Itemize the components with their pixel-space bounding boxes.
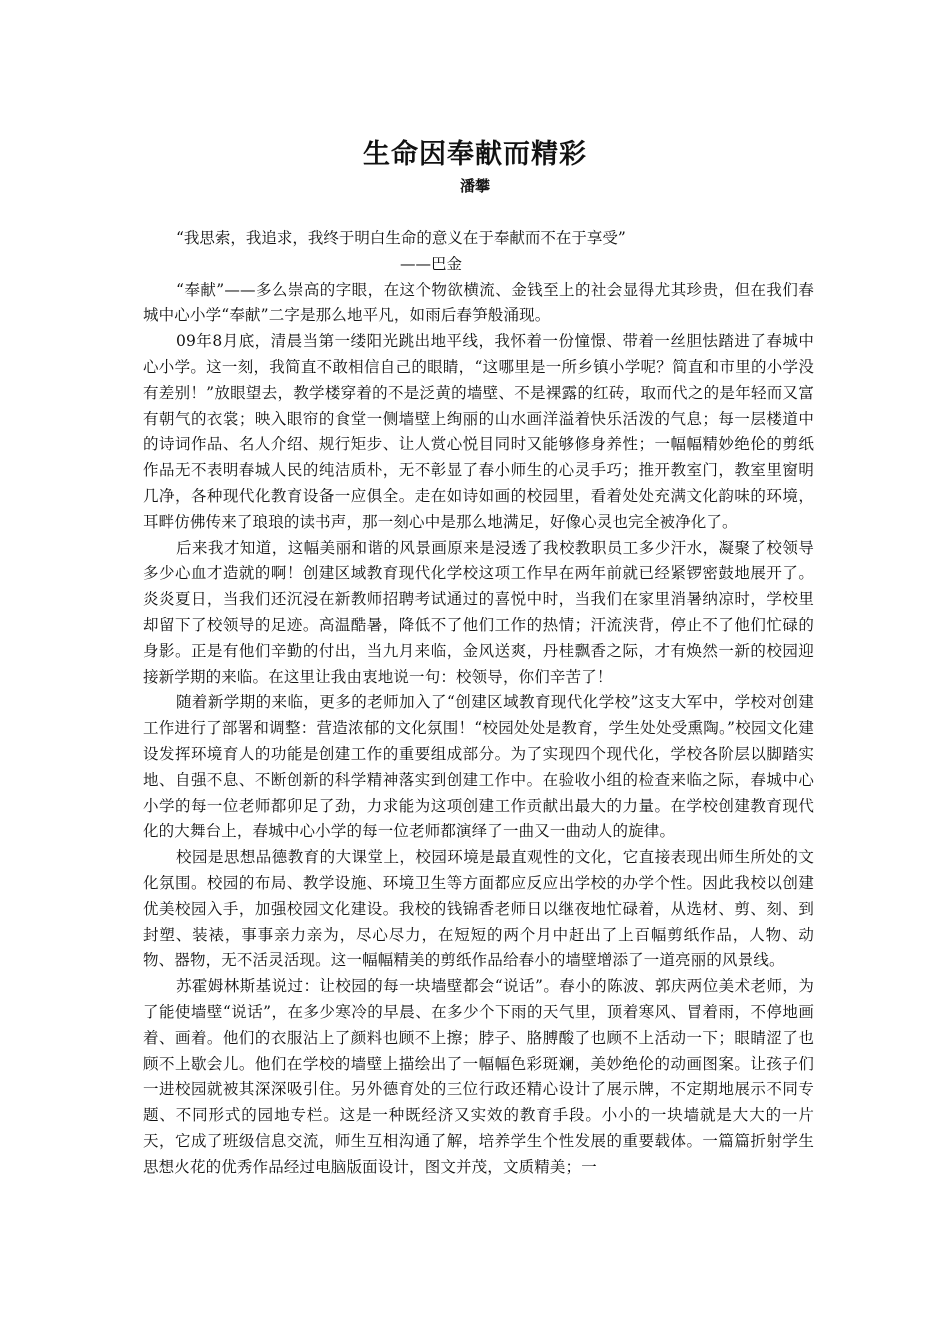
document-title: 生命因奉献而精彩 xyxy=(363,139,587,170)
paragraph: 苏霍姆林斯基说过：让校园的每一块墙壁都会“说话”。春小的陈波、郭庆两位美术老师，为了能使墙壁“说话”，在多少寒冷的早晨、在多少个下雨的天气里，顶着寒风、冒着雨，不停地画着、画着。他们的衣服沾上了颜料也顾不上擦；脖子、胳膊酸了也顾不上活动一下；眼睛涩了也顾不上歇会儿。他们在学校的墙壁上描绘出了一幅幅色彩斑斓，美妙绝伦的动画图案。让孩子们一进校园就被其深深吸引住。另外德育处的三位行政还精心设计了展示牌，不定期地展示不同专题、不同形式的园地专栏。这是一种既经济又实效的教育手段。小小的一块墙就是大大的一片天，它成了班级信息交流，师生互相沟通了解，培养学生个性发展的重要载体。一篇篇折射学生思想火花的优秀作品经过电脑版面设计，图文并茂，文质精美；一 xyxy=(143,977,814,1176)
paragraph: 后来我才知道，这幅美丽和谐的风景画原来是浸透了我校教职员工多少汗水，凝聚了校领导多少心血才造就的啊！创建区域教育现代化学校这项工作早在两年前就已经紧锣密鼓地展开了。炎炎夏日，当我们还沉浸在新教师招聘考试通过的喜悦中时，当我们在家里消暑纳凉时，学校里却留下了校领导的足迹。高温酷暑，降低不了他们工作的热情；汗流浃背，停止不了他们忙碌的身影。正是有他们辛勤的付出，当九月来临，金风送爽，丹桂飘香之际，才有焕然一新的校园迎接新学期的来临。在这里让我由衷地说一句：校领导，你们辛苦了！ xyxy=(143,538,814,686)
paragraph: 09年8月底，清晨当第一缕阳光跳出地平线，我怀着一份憧憬、带着一丝胆怯踏进了春城中心小学。这一刻，我简直不敢相信自己的眼睛，“这哪里是一所乡镇小学呢？简直和市里的小学没有差别！”放眼望去，教学楼穿着的不是泛黄的墙壁、不是裸露的红砖，取而代之的是年轻而又富有朝气的衣裳；映入眼帘的食堂一侧墙壁上绚丽的山水画洋溢着快乐活泼的气息；每一层楼道中的诗词作品、名人介绍、规行矩步、让人赏心悦目同时又能够修身养性；一幅幅精妙绝伦的剪纸作品无不表明春城人民的纯洁质朴，无不彰显了春小师生的心灵手巧；推开教室门，教室里窗明几净，各种现代化教育设备一应俱全。走在如诗如画的校园里，看着处处充满文化韵味的环境，耳畔仿佛传来了琅琅的读书声，那一刻心中是那么地满足，好像心灵也完全被净化了。 xyxy=(143,332,814,531)
paragraph: 随着新学期的来临，更多的老师加入了“创建区域教育现代化学校”这支大军中，学校对创建工作进行了部署和调整：营造浓郁的文化氛围！“校园处处是教育，学生处处受熏陶。”校园文化建设发挥环境育人的功能是创建工作的重要组成部分。为了实现四个现代化，学校各阶层以脚踏实地、自强不息、不断创新的科学精神落实到创建工作中。在验收小组的检查来临之际，春城中心小学的每一位老师都卯足了劲，力求能为这项创建工作贡献出最大的力量。在学校创建教育现代化的大舞台上，春城中心小学的每一位老师都演绎了一曲又一曲动人的旋律。 xyxy=(143,693,814,841)
document-body xyxy=(143,226,814,1180)
paragraph: 校园是思想品德教育的大课堂上，校园环境是最直观性的文化，它直接表现出师生所处的文化氛围。校园的布局、教学设施、环境卫生等方面都应反应出学校的办学个性。因此我校以创建优美校园入手，加强校园文化建设。我校的钱锦香老师日以继夜地忙碌着，从选材、剪、刻、到封塑、装裱，事事亲力亲为，尽心尽力，在短短的两个月中赶出了上百幅剪纸作品，人物、动物、器物，无不活灵活现。这一幅幅精美的剪纸作品给春小的墙壁增添了一道亮丽的风景线。 xyxy=(143,848,814,970)
epigraph-attribution: ——巴金 xyxy=(400,254,463,273)
epigraph-quote: “我思索，我追求，我终于明白生命的意义在于奉献而不在于享受” xyxy=(176,229,626,247)
paragraph: “奉献”——多么崇高的字眼，在这个物欲横流、金钱至上的社会显得尤其珍贵，但在我们春城中心小学“奉献”二字是那么地平凡，如雨后春笋般涌现。 xyxy=(143,280,814,325)
author-name: 潘攀 xyxy=(459,177,490,195)
